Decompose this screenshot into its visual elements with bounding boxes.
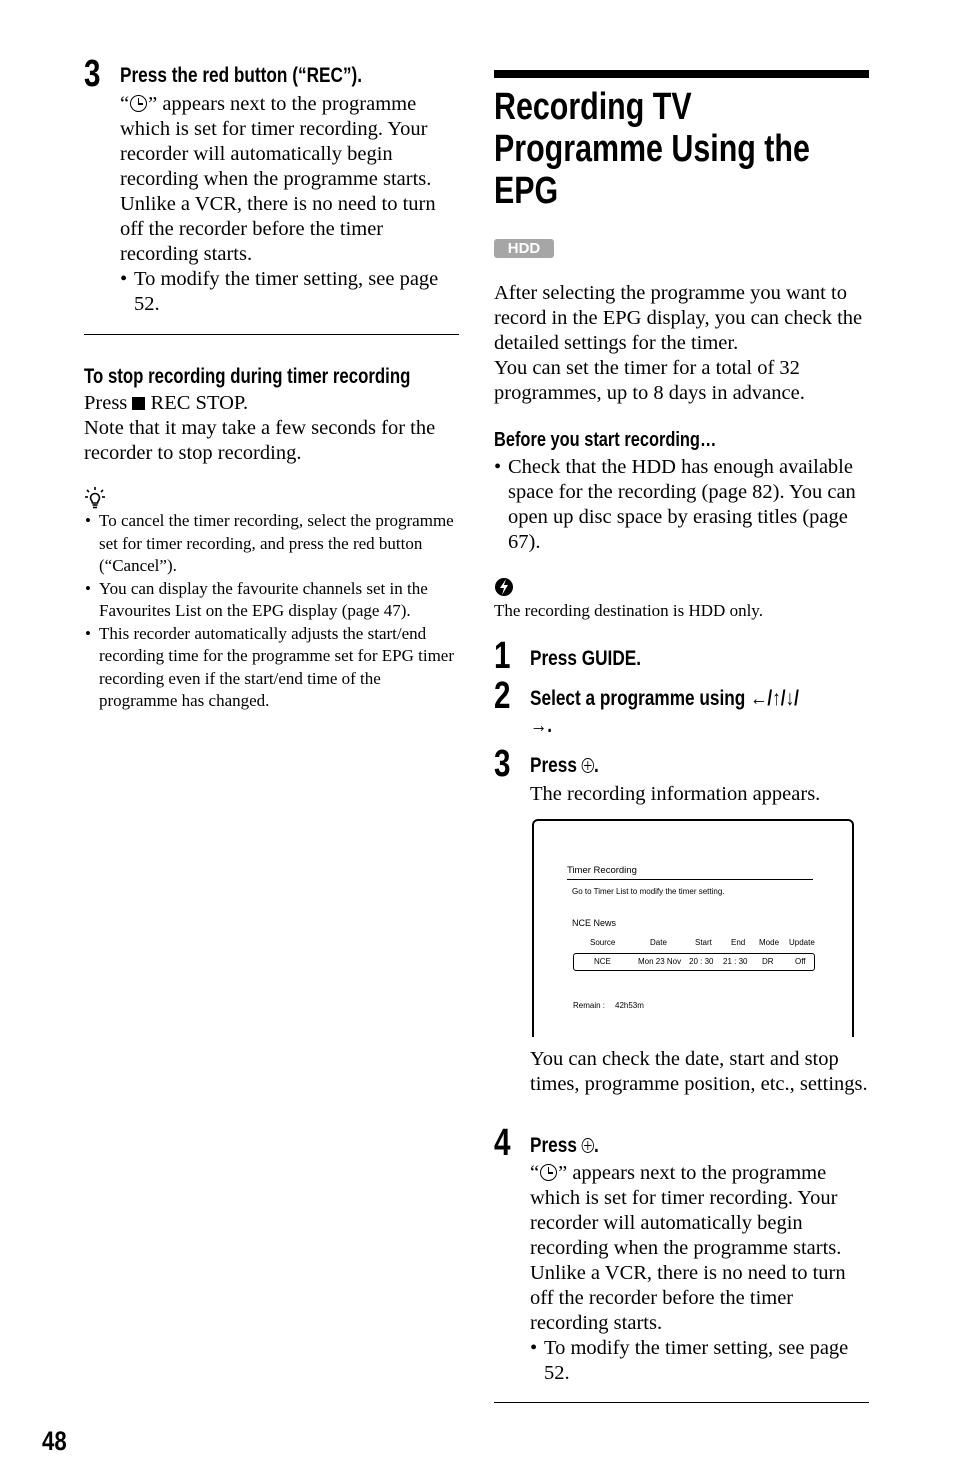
- remain-value: 42h53m: [615, 1001, 644, 1010]
- title-bar: [494, 70, 869, 78]
- tip-item: • You can display the favourite channels set in the Favourites List on the EPG display (page 47).: [84, 578, 459, 623]
- section-divider: [84, 334, 459, 335]
- col-source: Source: [590, 938, 616, 947]
- tip-item: • To cancel the timer recording, select the programme set for timer recording, and press the red button (“Cancel”).: [84, 510, 459, 578]
- tip-lightbulb-icon: [84, 486, 106, 510]
- step-title: Press .: [530, 754, 599, 777]
- col-start: Start: [695, 938, 712, 947]
- tip-item: • This recorder automatically adjusts the start/end recording time for the programme set for EPG timer recording even if the start/end time of the programme has changed.: [84, 623, 459, 713]
- page-title: Recording TV Programme Using the EPG: [494, 86, 810, 212]
- row-source: NCE: [594, 957, 611, 966]
- page-number: 48: [42, 1426, 67, 1456]
- hdd-badge: HDD: [494, 239, 554, 258]
- step-number: 1: [494, 635, 511, 677]
- step-description: The recording information appears.: [530, 783, 821, 805]
- step-description: “ ” appears next to the programme which is set for timer recording. Your recorder will automatically begin recording when the programme starts. Unlike a VCR, there is no need to turn off the recorder before the timer recording starts. • To modify the timer setting, see page 52.: [120, 92, 460, 317]
- enter-button-icon: [582, 1138, 594, 1153]
- row-start: 20 : 30: [689, 957, 714, 966]
- step-title: Press .: [530, 1134, 599, 1157]
- row-date: Mon 23 Nov: [638, 957, 682, 966]
- before-bullet: • Check that the HDD has enough available space for the recording (page 82). You can open up disc space by erasing titles (page 67).: [494, 455, 869, 555]
- bullet-item: • To modify the timer setting, see page 52.: [120, 267, 460, 317]
- intro-text: After selecting the programme you want to record in the EPG display, you can check the detailed settings for the timer. You can set the timer for a total of 32 programmes, up to 8 days in advance.: [494, 282, 863, 404]
- step-number: 3: [494, 743, 511, 785]
- screen-title-rule: [567, 879, 813, 880]
- screen-hint: Go to Timer List to modify the timer setting.: [572, 887, 725, 896]
- col-end: End: [731, 938, 746, 947]
- col-date: Date: [650, 938, 667, 947]
- row-end: 21 : 30: [723, 957, 748, 966]
- step-number: 3: [84, 53, 101, 95]
- note-text: The recording destination is HDD only.: [494, 601, 763, 620]
- stop-instructions: Press REC STOP. Note that it may take a few seconds for the recorder to stop recording.: [84, 392, 436, 464]
- bullet-item: • To modify the timer setting, see page 52.: [530, 1336, 870, 1386]
- row-update: Off: [795, 957, 806, 966]
- remain-label: Remain :: [573, 1001, 606, 1010]
- section-heading: Before you start recording…: [494, 429, 717, 451]
- section-heading: To stop recording during timer recording: [84, 365, 411, 388]
- stop-icon: [132, 397, 145, 410]
- step-number: 2: [494, 675, 511, 717]
- col-update: Update: [789, 938, 815, 947]
- timer-recording-screen: [532, 819, 854, 1037]
- step-description: “ ” appears next to the programme which is set for timer recording. Your recorder will automatically begin recording when the programme starts. Unlike a VCR, there is no need to turn off the recorder before the timer recording starts. • To modify the timer setting, see page 52.: [530, 1161, 870, 1386]
- screen-title: Timer Recording: [567, 865, 637, 876]
- col-mode: Mode: [759, 938, 780, 947]
- section-divider: [494, 1402, 869, 1403]
- programme-name: NCE News: [572, 918, 617, 928]
- timer-clock-icon: [130, 95, 147, 112]
- timer-clock-icon: [540, 1164, 557, 1181]
- enter-button-icon: [582, 758, 594, 773]
- step-title: Press GUIDE.: [530, 647, 642, 670]
- step-number: 4: [494, 1122, 511, 1164]
- row-mode: DR: [762, 957, 774, 966]
- screen-caption: You can check the date, start and stop times, programme position, etc., settings.: [530, 1048, 868, 1095]
- step-title: Press the red button (“REC”).: [120, 64, 363, 87]
- step-title: Select a programme using ←/↑/↓/ →.: [530, 687, 799, 737]
- tips-list: [84, 510, 459, 713]
- note-icon: [494, 576, 516, 598]
